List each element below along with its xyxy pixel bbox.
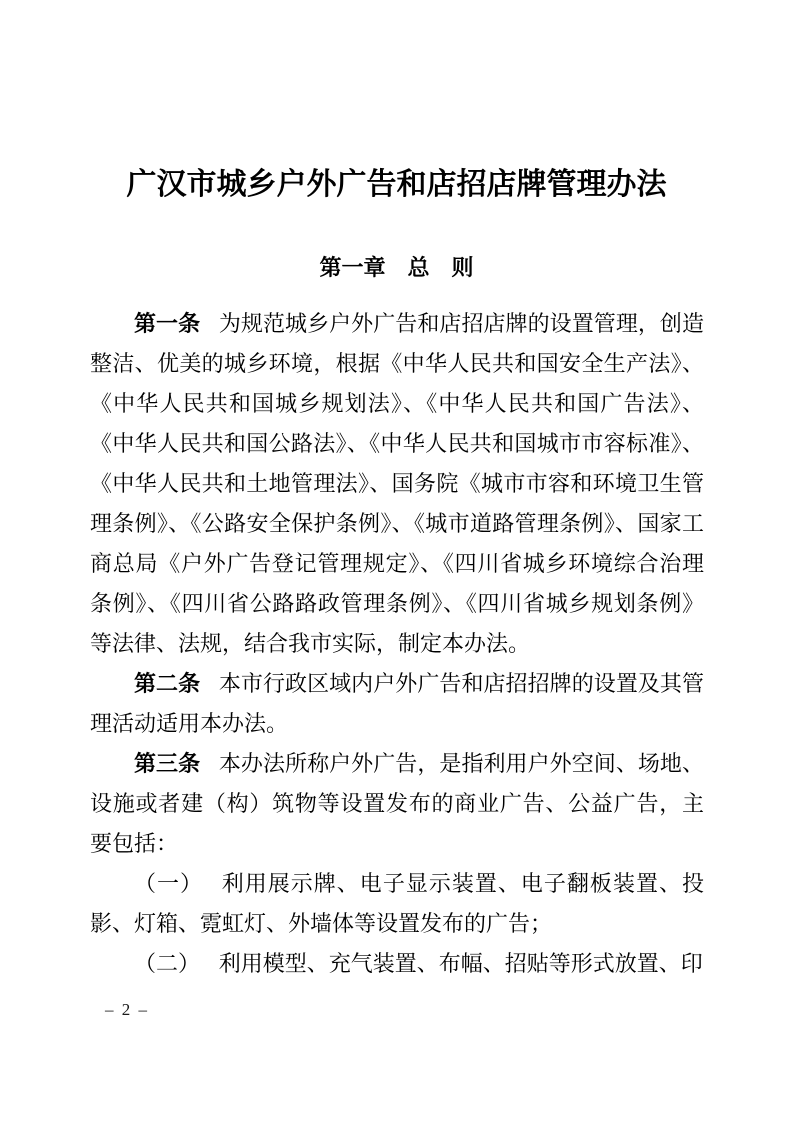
article-1-number: 第一条: [134, 311, 201, 336]
paragraph-list-item-2: [90, 944, 704, 984]
paragraph-article-3: [90, 744, 704, 864]
article-2-number: 第二条: [134, 671, 201, 696]
article-3-text: 本办法所称户外广告，是指利用户外空间、场地、设施或者建（构）筑物等设置发布的商业广告、公益广告，主要包括：: [90, 751, 704, 856]
list-item-2-number: （二）: [134, 951, 201, 976]
article-3-number: 第三条: [134, 751, 201, 776]
paragraph-article-1: [90, 304, 704, 664]
document-title: 广汉市城乡户外广告和店招店牌管理办法: [126, 168, 667, 202]
article-1-text: 为规范城乡户外广告和店招店牌的设置管理，创造整洁、优美的城乡环境，根据《中华人民共和国安全生产法》、《中华人民共和国城乡规划法》、《中华人民共和国广告法》、《中华人民共和国公路法》、《中华人民共和国城市市容标准》、《中华人民共和土地管理法》、国务院《城市市容和环境卫生管理条例》、《公路安全保护条例》、《城市道路管理条例》、国家工商总局《户外广告登记管理规定》、《四川省城乡环境综合治理条例》、《四川省公路路政管理条例》、《四川省城乡规划条例》等法律、法规，结合我市实际，制定本办法。: [90, 311, 704, 656]
chapter-heading: 第一章 总 则: [319, 255, 474, 281]
list-item-1-number: （一）: [134, 871, 204, 896]
list-item-1-text: 利用展示牌、电子显示装置、电子翻板装置、投影、灯箱、霓虹灯、外墙体等设置发布的广告；: [90, 871, 704, 936]
article-2-text: 本市行政区域内户外广告和店招招牌的设置及其管理活动适用本办法。: [90, 671, 704, 736]
list-item-2-text: 利用模型、充气装置、布幅、招贴等形式放置、印: [218, 951, 703, 976]
paragraph-article-2: [90, 664, 704, 744]
document-body: [90, 304, 704, 984]
paragraph-list-item-1: [90, 864, 704, 944]
page-number: – 2 –: [105, 1000, 149, 1019]
